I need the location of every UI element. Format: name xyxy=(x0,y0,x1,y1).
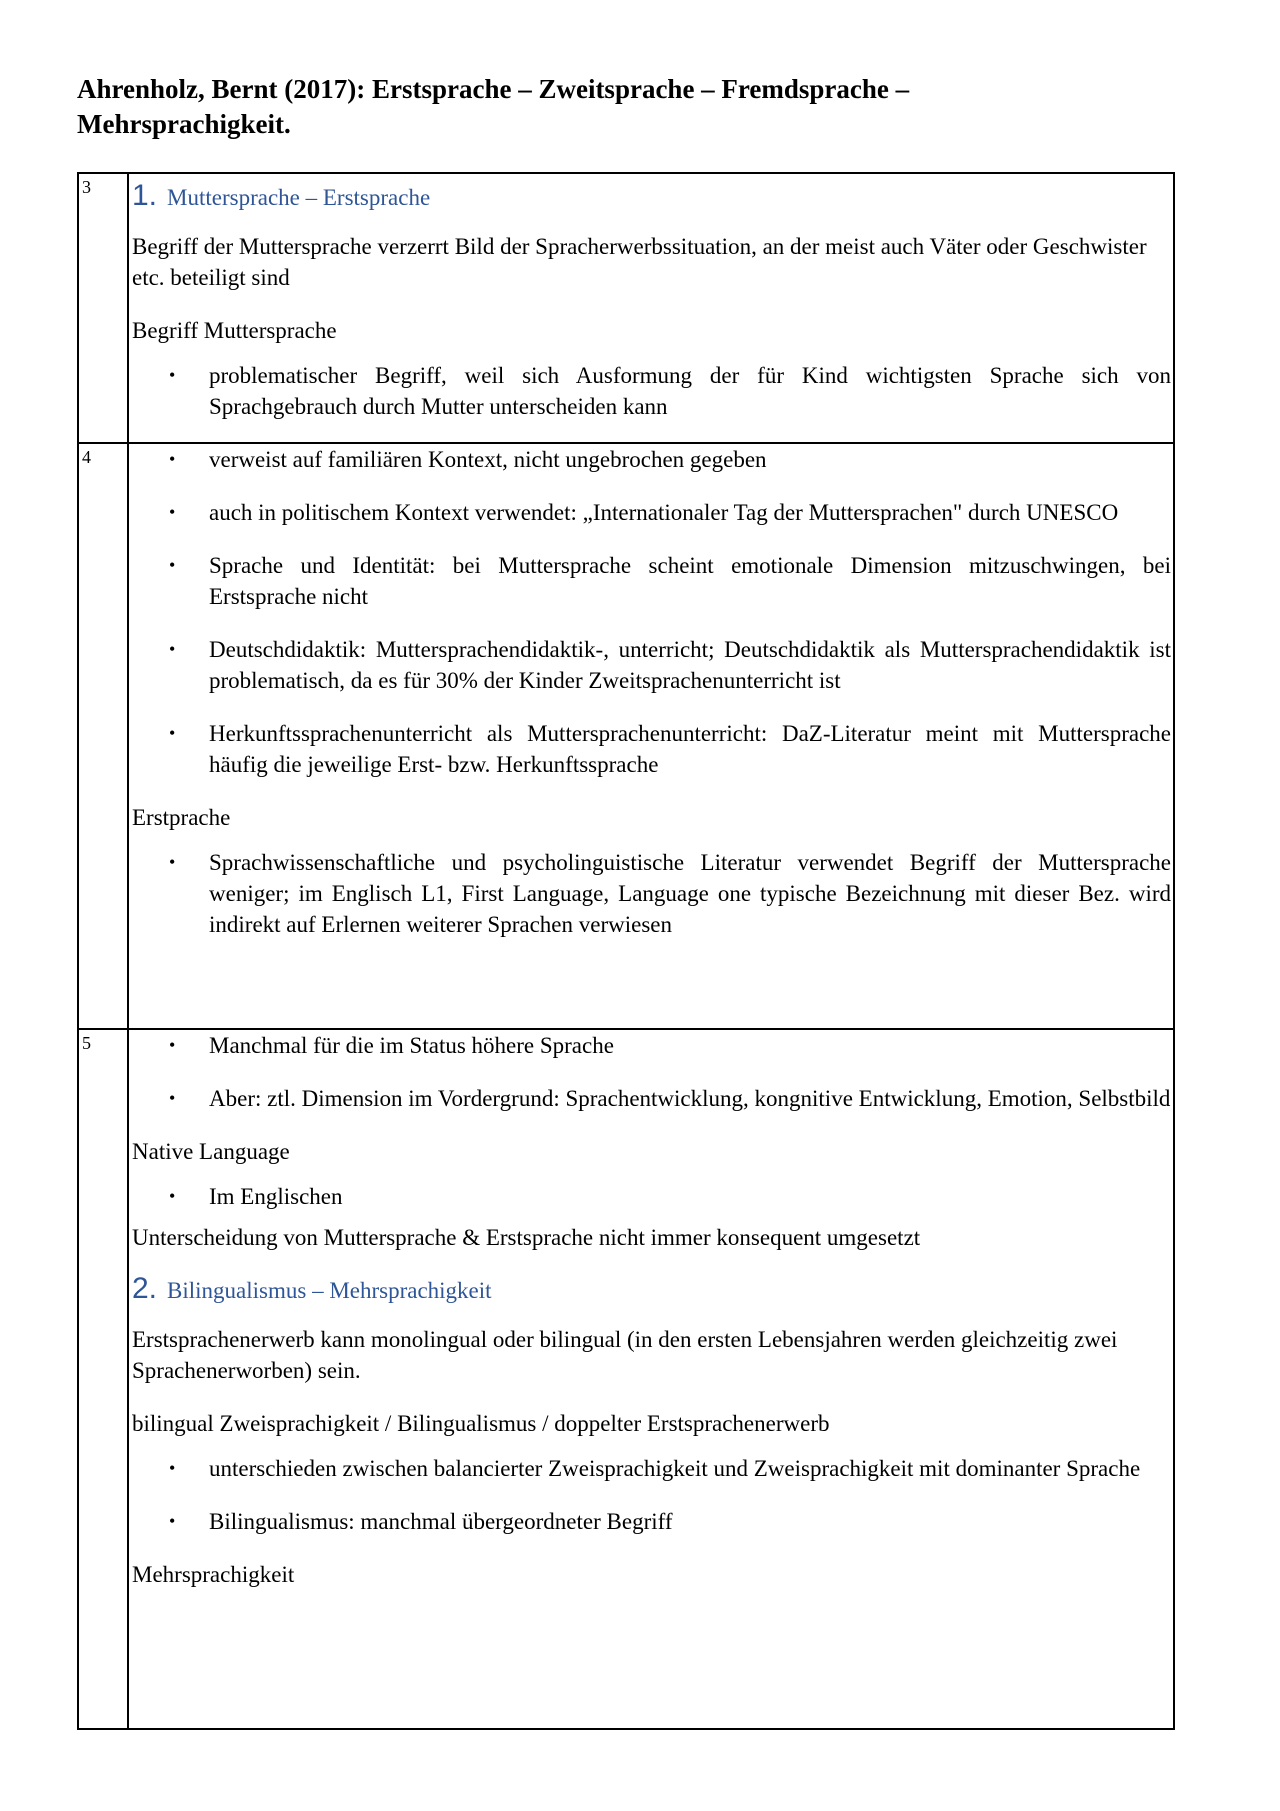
list-item: • Herkunftssprachenunterricht als Muttersprachenunterricht: DaZ-Literatur meint mit Muttersprache häufig die jeweilige Erst- bzw. Herkunftssprache xyxy=(132,718,1171,780)
row-content xyxy=(128,443,1174,1029)
bullet-icon: • xyxy=(169,1186,176,1206)
bullet-icon: • xyxy=(169,502,176,522)
paragraph: Unterscheidung von Muttersprache & Erstsprache nicht immer konsequent umgesetzt xyxy=(132,1225,921,1250)
document-title-line1: Ahrenholz, Bernt (2017): Erstsprache – Zweitsprache – Fremdsprache – xyxy=(77,74,910,104)
bullet-icon: • xyxy=(169,852,176,872)
list-item: • Sprache und Identität: bei Muttersprache scheint emotionale Dimension mitzuschwingen, bei Erstsprache nicht xyxy=(132,550,1171,612)
paragraph-subheading: Native Language xyxy=(132,1139,290,1164)
page-number: 3 xyxy=(78,173,128,443)
paragraph-subheading: Erstprache xyxy=(132,805,231,830)
bullet-list xyxy=(132,444,1171,780)
bullet-icon: • xyxy=(169,1088,176,1108)
section-heading-text: Muttersprache – Erstsprache xyxy=(167,185,431,210)
list-item: • Sprachwissenschaftliche und psycholinguistische Literatur verwendet Begriff der Muttersprache weniger; im Englisch L1, First Language, Language one typische Bezeichnung mit dieser Bez. wird indirekt auf Erlernen weiterer Sprachen verwiesen xyxy=(132,847,1171,940)
section-heading-number: 1. xyxy=(132,179,158,212)
list-item: • Im Englischen xyxy=(132,1181,1171,1212)
bullet-icon: • xyxy=(169,555,176,575)
bullet-list xyxy=(132,1181,1171,1212)
list-item: • unterschieden zwischen balancierter Zweisprachigkeit und Zweisprachigkeit mit dominanter Sprache xyxy=(132,1453,1171,1484)
bullet-list xyxy=(132,1030,1171,1114)
bullet-icon: • xyxy=(169,1458,176,1478)
paragraph-subheading: Mehrsprachigkeit xyxy=(132,1562,295,1587)
notes-table xyxy=(77,172,1175,1730)
section-heading-number: 2. xyxy=(132,1272,158,1305)
list-item: • auch in politischem Kontext verwendet: „Internationaler Tag der Muttersprachen" durch UNESCO xyxy=(132,497,1171,528)
bullet-icon: • xyxy=(169,1035,176,1055)
row-content xyxy=(128,173,1174,443)
row-content xyxy=(128,1029,1174,1729)
list-item: • Deutschdidaktik: Muttersprachendidaktik-, unterricht; Deutschdidaktik als Muttersprachendidaktik ist problematisch, da es für 30% der Kinder Zweitsprachenunterricht ist xyxy=(132,634,1171,696)
paragraph-subheading: Begriff Muttersprache xyxy=(132,318,337,343)
section-heading-text: Bilingualismus – Mehrsprachigkeit xyxy=(167,1278,492,1303)
section-heading-2 xyxy=(132,1267,1171,1306)
bullet-list xyxy=(132,360,1171,422)
bullet-list xyxy=(132,1453,1171,1537)
list-item: • verweist auf familiären Kontext, nicht ungebrochen gegeben xyxy=(132,444,1171,475)
bullet-list xyxy=(132,847,1171,940)
page-number: 4 xyxy=(78,443,128,1029)
bullet-icon: • xyxy=(169,365,176,385)
table-row-page-4 xyxy=(78,443,1174,1029)
list-item: • Aber: ztl. Dimension im Vordergrund: Sprachentwicklung, kongnitive Entwicklung, Emotion, Selbstbild xyxy=(132,1083,1171,1114)
document-title xyxy=(77,72,1213,142)
paragraph: Begriff der Muttersprache verzerrt Bild der Spracherwerbssituation, an der meist auch Väter oder Geschwister etc. beteiligt sind xyxy=(132,234,1147,290)
list-item: • Bilingualismus: manchmal übergeordneter Begriff xyxy=(132,1506,1171,1537)
section-heading-1 xyxy=(132,174,1171,213)
list-item: • problematischer Begriff, weil sich Ausformung der für Kind wichtigsten Sprache sich von Sprachgebrauch durch Mutter unterscheiden kann xyxy=(132,360,1171,422)
page-number: 5 xyxy=(78,1029,128,1729)
table-row-page-5 xyxy=(78,1029,1174,1729)
document-title-line2: Mehrsprachigkeit. xyxy=(77,109,291,139)
paragraph: Erstsprachenerwerb kann monolingual oder bilingual (in den ersten Lebensjahren werden gleichzeitig zwei Sprachenerworben) sein. xyxy=(132,1327,1118,1383)
list-item: • Manchmal für die im Status höhere Sprache xyxy=(132,1030,1171,1061)
bullet-icon: • xyxy=(169,449,176,469)
table-row-page-3 xyxy=(78,173,1174,443)
bullet-icon: • xyxy=(169,723,176,743)
paragraph: bilingual Zweisprachigkeit / Bilingualismus / doppelter Erstsprachenerwerb xyxy=(132,1411,830,1436)
bullet-icon: • xyxy=(169,1511,176,1531)
bullet-icon: • xyxy=(169,639,176,659)
